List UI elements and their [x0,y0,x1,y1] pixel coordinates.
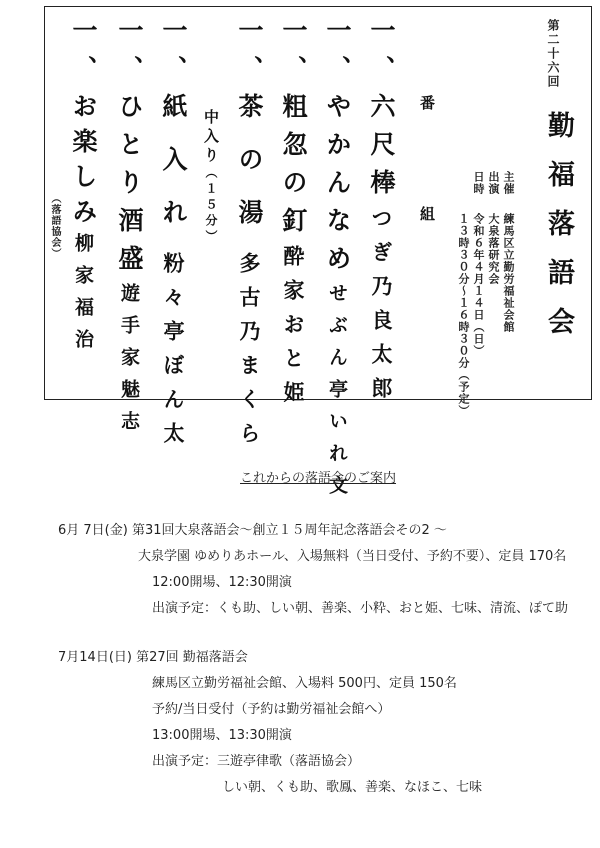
event-date: 令和６年４月１４日（日） [472,213,485,357]
program-label: 番 組 [418,95,436,243]
event1-venue: 大泉学園 ゆめりあホール、入場無料（当日受付、予約不要）、定員 170名 [138,549,567,564]
event2-venue: 練馬区立勤労福祉会館、入場料 500円、定員 150名 [152,676,457,691]
performer-name: 大泉落研究会 [487,213,500,285]
program-item: 一、茶の湯多古乃まくら [235,17,264,456]
event2-time: 13:00開場、13:30開演 [152,728,292,743]
program-item: 一、粗忽の釘酔家おと姫 [279,17,308,415]
info-heading: これからの落語会のご案内 [240,471,397,486]
program-item: 一、やかんなめせぶん亭いれ文 [323,17,352,507]
association-note: （落語協会） [49,193,60,259]
organizer-name: 練馬区立勤労福祉会館 [502,213,515,333]
event1-time: 12:00開場、12:30開演 [152,575,292,590]
event1-title: 6月 7日(金) 第31回大泉落語会～創立１５周年記念落語会その2 ～ [58,523,447,538]
event2-title: 7月14日(日) 第27回 勤福落語会 [58,650,248,665]
organizer-label: 主催 [502,171,515,195]
program-item: 一、紙入れ粉々亭ぼん太 [159,17,188,456]
event1-cast: 出演予定：くも助、しい朝、善楽、小粋、おと姫、七味、清流、ぽて助 [152,601,569,616]
program-item: 一、六尺棒つぎ乃良太郎 [367,17,396,411]
program-item: 一、お楽しみ柳家福治 [69,17,98,361]
intermission: 中入り（１５分） [202,109,220,246]
datetime-label: 日時 [472,171,485,195]
event2-cast: 出演予定：三遊亭律歌（落語協会） [152,754,361,769]
event-title: 勤福落語会 [543,111,574,356]
event-time: １３時３０分～１６時３０分（予定） [457,213,470,417]
program-item: 一、ひとり酒盛遊手家魅志 [115,17,144,443]
event2-booking: 予約/当日受付（予約は勤労福祉会館へ） [152,702,391,717]
event-number: 第二十六回 [546,19,560,89]
performer-label: 出演 [487,171,500,195]
event2-cast-continued: しい朝、くも助、歌鳳、善楽、なほこ、七味 [222,780,483,795]
